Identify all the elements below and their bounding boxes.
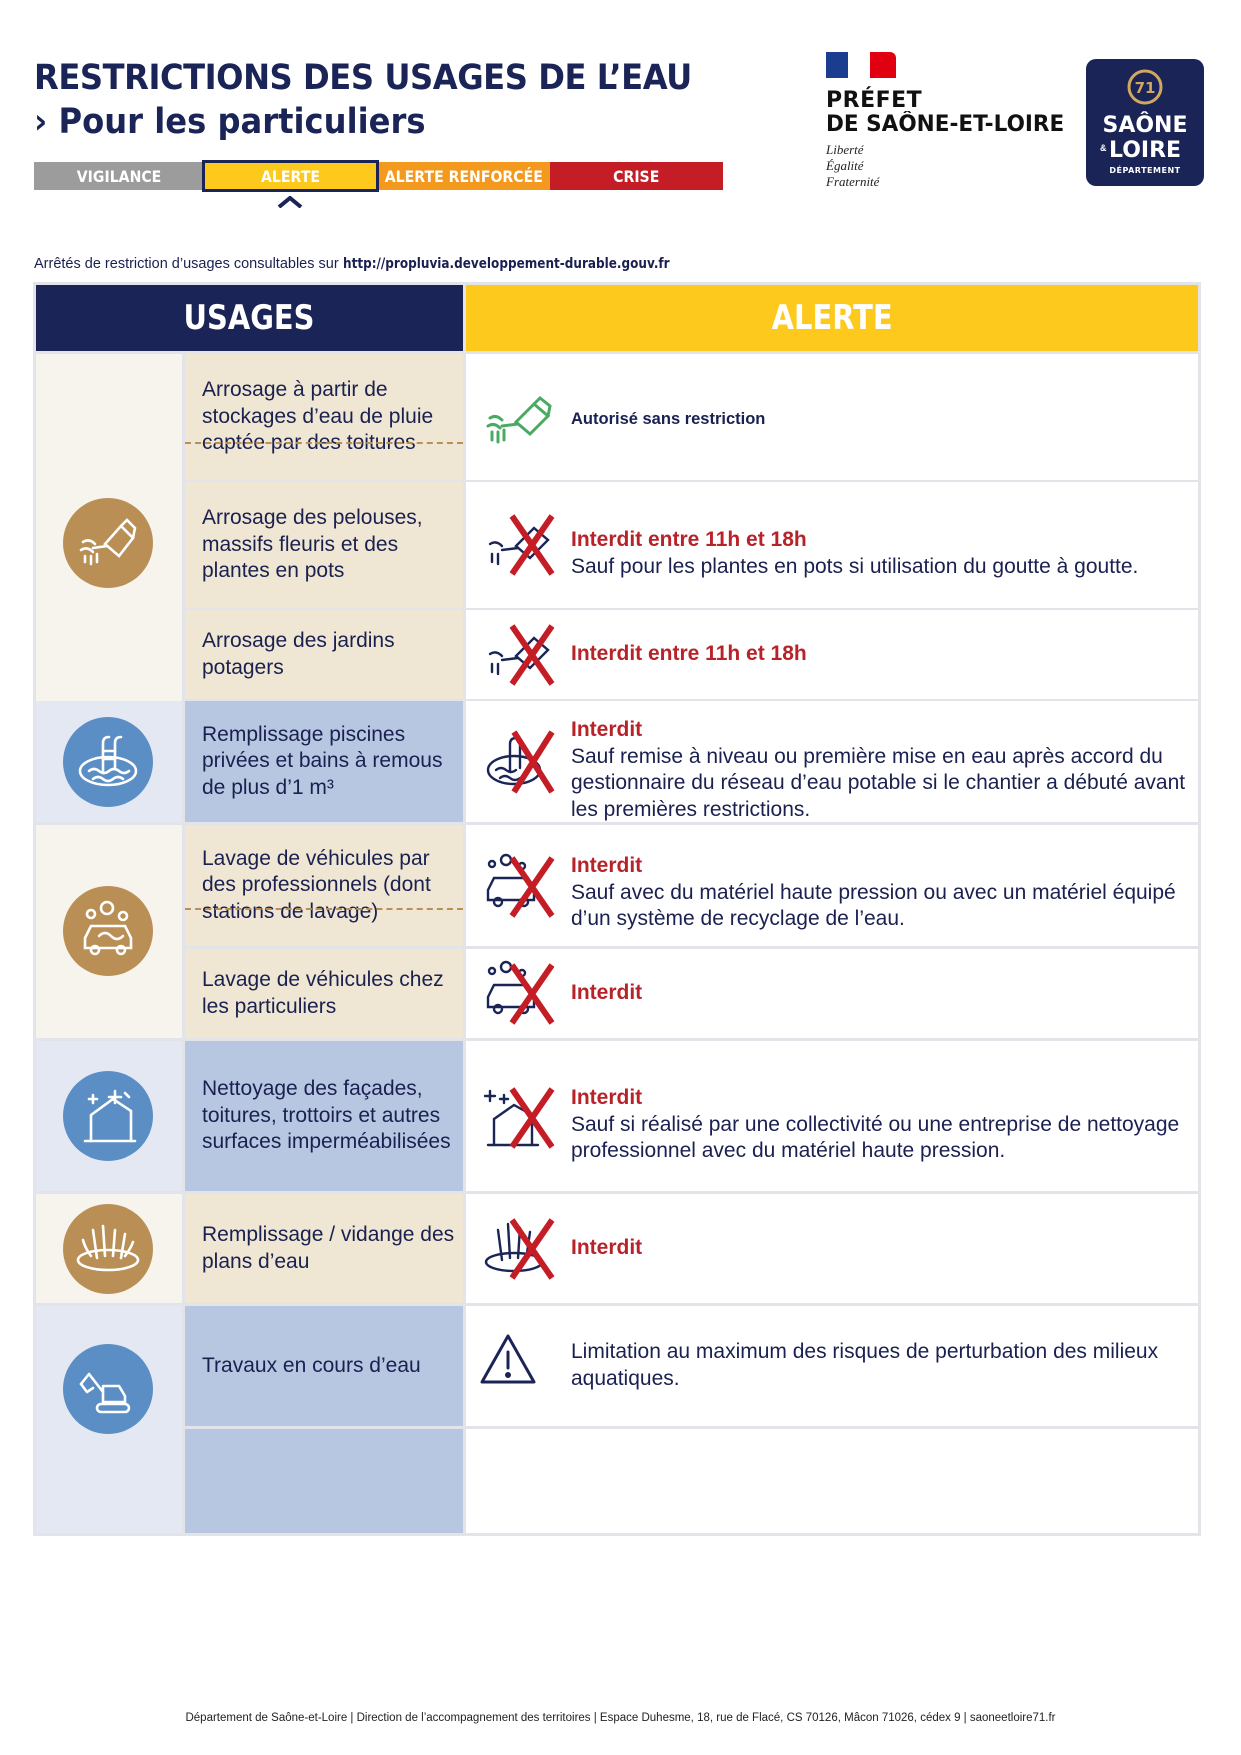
page-title: RESTRICTIONS DES USAGES DE L’EAU [34,58,692,98]
car-wash-icon [63,886,153,976]
usage-cell: Nettoyage des façades, toitures, trottoirs et autres surfaces imperméabilisées [185,1041,463,1191]
alerte-cell: Limitation au maximum des risques de perturbation des milieux aquatiques. [466,1306,1198,1426]
usage-cell: Arrosage des pelouses, massifs fleuris et des plantes en pots [185,482,463,608]
departement-logo: 71 SAÔNE & LOIRE DÉPARTEMENT [1086,59,1204,186]
alerte-cell: Interdit entre 11h et 18h [466,610,1198,699]
usage-cell: Lavage de véhicules par des professionnels (dont stations de lavage) [185,825,463,946]
alerte-cell: Interdit Sauf remise à niveau ou première mise en eau après accord du gestionnaire du réseau d’eau potable si le chantier a débuté avant les premières restrictions. [466,701,1198,822]
car-wash-forbidden-icon [478,957,562,1029]
active-level-caret-icon [277,196,303,208]
watering-can-icon [478,384,562,456]
warning-icon [478,1328,562,1400]
group-icon-cell [36,1041,182,1191]
level-crise: CRISE [550,162,723,190]
alerte-cell: Interdit [466,1194,1198,1303]
propluvia-link[interactable]: http://propluvia.developpement-durable.gouv.fr [342,256,670,272]
watering-can-forbidden-icon [478,618,562,690]
alerte-cell: Interdit Sauf si réalisé par une collectivité ou une entreprise de nettoyage professionnel avec du matériel haute pression. [466,1041,1198,1191]
excavator-icon [63,1344,153,1434]
pool-forbidden-icon [478,726,562,798]
page-subtitle: › Pour les particuliers [34,102,426,142]
alerte-cell: Interdit [466,949,1198,1038]
usage-cell: Remplissage / vidange des plans d’eau [185,1194,463,1303]
usage-cell: Arrosage des jardins potagers [185,610,463,699]
restrictions-table [33,282,1201,1536]
usage-cell: Travaux en cours d’eau [185,1306,463,1426]
level-alerte-renforcee: ALERTE RENFORCÉE [377,162,550,190]
group-icon-cell [36,701,182,822]
group-icon-cell [36,1194,182,1303]
watering-can-icon [63,498,153,588]
prefet-logo: PRÉFET DE SAÔNE-ET-LOIRE Liberté Égalité Fraternité [826,52,1066,192]
svg-text:71: 71 [1134,79,1156,97]
pond-icon [63,1204,153,1294]
house-cleaning-icon [63,1071,153,1161]
french-flag-icon [826,52,896,78]
usage-cell: Arrosage à partir de stockages d’eau de pluie captée par des toitures [185,354,463,480]
source-note: Arrêtés de restriction d’usages consultables sur http://propluvia.developpement-durable.gouv.fr [34,256,670,272]
car-wash-forbidden-icon [478,850,562,922]
alert-level-scale [34,162,723,190]
group-icon-cell [36,825,182,1038]
watering-can-forbidden-icon [478,508,562,580]
alerte-cell: Interdit Sauf avec du matériel haute pression ou avec un matériel équipé d’un système de recyclage de l’eau. [466,825,1198,946]
level-vigilance: VIGILANCE [34,162,204,190]
alerte-cell: Interdit entre 11h et 18h Sauf pour les plantes en pots si utilisation du goutte à goutte. [466,482,1198,608]
alerte-cell: Autorisé sans restriction [466,354,1198,480]
column-header-usages: USAGES [36,285,463,351]
group-icon-cell [36,354,182,732]
usage-cell: Lavage de véhicules chez les particuliers [185,949,463,1038]
departement-emblem-icon [1127,69,1163,105]
column-header-alerte: ALERTE [466,285,1198,351]
pool-icon [63,717,153,807]
group-icon-cell [36,1306,182,1533]
pond-forbidden-icon [478,1212,562,1284]
footer: Département de Saône-et-Loire | Direction de l’accompagnement des territoires | Espace Duhesme, 18, rue de Flacé, CS 70126, Mâcon 71026, cédex 9 | saoneetloire71.fr [185,1712,1056,1724]
usage-cell: Remplissage piscines privées et bains à remous de plus d’1 m³ [185,701,463,822]
house-cleaning-forbidden-icon [478,1081,562,1153]
level-alerte: ALERTE [204,162,377,190]
